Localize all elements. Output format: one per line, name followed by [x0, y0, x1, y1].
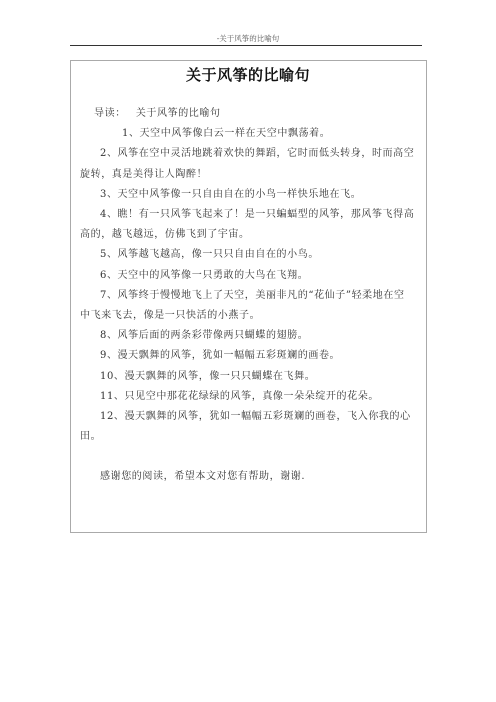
list-item: 10、漫天飘舞的风筝，像一只只蝴蝶在飞舞。 [100, 370, 316, 382]
guide-text: 关于风筝的比喻句 [135, 108, 221, 119]
document-title: 关于风筝的比喻句 [185, 66, 310, 84]
list-item: 11、只见空中那花花绿绿的风筝，真像一朵朵绽开的花朵。 [100, 390, 379, 402]
list-item: 5、风筝越飞越高，像一只只自由自在的小鸟。 [100, 249, 319, 261]
list-item: 1、天空中风筝像白云一样在天空中飘荡着。 [122, 128, 331, 140]
list-item: 9、漫天飘舞的风筝，犹如一幅幅五彩斑斓的画卷。 [100, 350, 341, 362]
list-item: 2、风筝在空中灵活地跳着欢快的舞蹈，它时而低头转身，时而高空旋转，真是美得让人陶醉！ [80, 148, 415, 180]
guide-line [80, 104, 415, 124]
list-item: 3、天空中风筝像一只自由自在的小鸟一样快乐地在飞。 [100, 188, 362, 200]
list-item: 6、天空中的风筝像一只勇敢的大鸟在飞翔。 [100, 269, 309, 281]
list-item: 8、风筝后面的两条彩带像两只蝴蝶的翅膀。 [100, 330, 309, 342]
list-item: 12、漫天飘舞的风筝，犹如一幅幅五彩斑斓的画卷，飞入你我的心田。 [80, 411, 411, 443]
list-item: 4、瞧！有一只风筝飞起来了！是一只蝙蝠型的风筝，那风筝飞得高高的，越飞越远，仿佛飞到了宇宙。 [80, 209, 415, 241]
list-item: 7、风筝终于慢慢地飞上了天空，美丽非凡的“花仙子”轻柔地在空中飞来飞去，像是一只快活的小燕子。 [80, 289, 405, 322]
page-header: -关于风筝的比喻句 [216, 34, 280, 43]
thanks-note: 感谢您的阅读，希望本文对您有帮助，谢谢. [100, 471, 306, 483]
header-rule [70, 45, 422, 46]
document-body [80, 104, 415, 488]
guide-label: 导读： [94, 108, 126, 119]
